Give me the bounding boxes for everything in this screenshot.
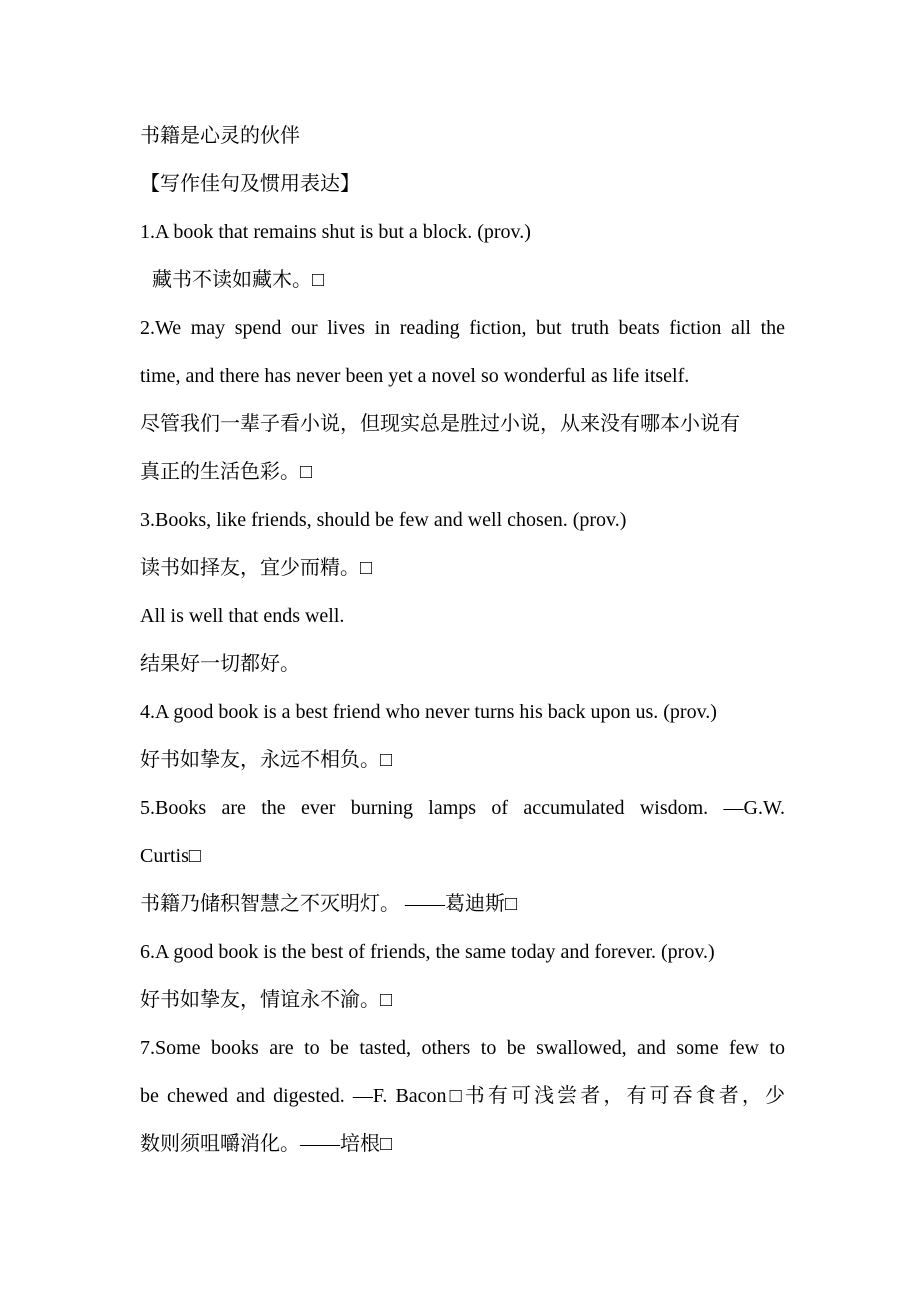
text-line: 结果好一切都好。 xyxy=(140,653,300,675)
quote-list xyxy=(140,208,785,1168)
document-body xyxy=(140,112,785,1168)
document-title: 书籍是心灵的伙伴 xyxy=(140,125,300,147)
text-line: 1.A book that remains shut is but a block. (prov.) xyxy=(140,221,531,243)
text-line: time, and there has never been yet a novel so wonderful as life itself. xyxy=(140,365,690,387)
text-line: be chewed and digested. —F. Bacon□书有可浅尝者，有可吞食者，少 xyxy=(140,1085,785,1107)
text-line: 真正的生活色彩。□ xyxy=(140,461,313,483)
text-line: 读书如择友，宜少而精。□ xyxy=(140,557,373,579)
text-line: 7.Some books are to be tasted, others to be swallowed, and some few to xyxy=(140,1037,785,1059)
text-line: 好书如挚友，情谊永不渝。□ xyxy=(140,989,393,1011)
text-line: 5.Books are the ever burning lamps of accumulated wisdom. —G.W. xyxy=(140,797,785,819)
text-line: 2.We may spend our lives in reading fiction, but truth beats fiction all the xyxy=(140,317,785,339)
text-line: 数则须咀嚼消化。——培根□ xyxy=(140,1133,393,1155)
text-line: 6.A good book is the best of friends, the same today and forever. (prov.) xyxy=(140,941,715,963)
text-line: 藏书不读如藏木。□ xyxy=(152,269,325,291)
text-line: 好书如挚友，永远不相负。□ xyxy=(140,749,393,771)
text-line: Curtis□ xyxy=(140,845,201,867)
text-line: 书籍乃储积智慧之不灭明灯。 ——葛迪斯□ xyxy=(140,893,518,915)
text-line: 4.A good book is a best friend who never turns his back upon us. (prov.) xyxy=(140,701,717,723)
text-line: All is well that ends well. xyxy=(140,605,345,627)
text-line: 尽管我们一辈子看小说，但现实总是胜过小说，从来没有哪本小说有 xyxy=(140,413,740,435)
text-line: 3.Books, like friends, should be few and well chosen. (prov.) xyxy=(140,509,627,531)
section-heading: 【写作佳句及惯用表达】 xyxy=(140,173,360,195)
